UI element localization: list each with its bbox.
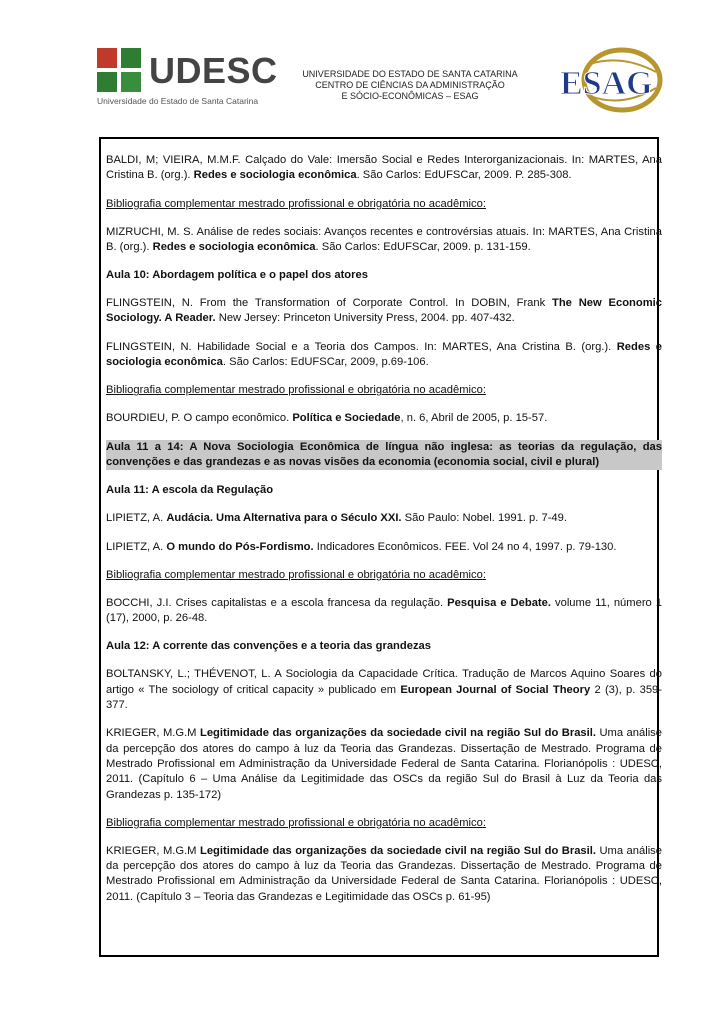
udesc-logo-subtitle: Universidade do Estado de Santa Catarina xyxy=(97,96,259,106)
bibliography-list xyxy=(106,153,662,918)
reference-lipietz-2: LIPIETZ, A. O mundo do Pós-Fordismo. Indicadores Econômicos. FEE. Vol 24 no 4, 1997. p. 79-130. xyxy=(106,540,617,553)
reference-bocchi: BOCCHI, J.I. Crises capitalistas e a escola francesa da regulação. Pesquisa e Debate. volume 11, número 1 (17), 2000, p. 26-48. xyxy=(106,596,663,625)
lesson-heading-10: Aula 10: Abordagem política e o papel dos atores xyxy=(106,269,368,282)
udesc-logo-text: UDESC xyxy=(149,50,278,91)
reference-krieger-2: KRIEGER, M.G.M Legitimidade das organizações da sociedade civil na região Sul do Brasil. Uma análise da percepção dos atores do campo à luz da Teoria das Grandezas. Dissertação de Mestrado. Programa de Mestrado Profissional em Administração da Universidade Federal de Santa Catarina. Florianópolis : UDESC, 2011. (Capítulo 3 – Teoria das Grandezas e Legitimidade das OSCs p. 61-95) xyxy=(106,844,662,903)
reference-flingstein-1: FLINGSTEIN, N. From the Transformation of Corporate Control. In DOBIN, Frank The New Economic Sociology. A Reader. New Jersey: Princeton University Press, 2004. pp. 407-432. xyxy=(106,297,662,325)
complementary-bibliography-note: Bibliografia complementar mestrado profissional e obrigatória no acadêmico: xyxy=(106,816,486,829)
udesc-logo xyxy=(97,44,278,108)
lesson-heading-11: Aula 11: A escola da Regulação xyxy=(106,484,274,497)
institution-line-2: CENTRO DE CIÊNCIAS DA ADMINISTRAÇÃO xyxy=(315,80,505,90)
bibliography-box xyxy=(99,137,663,957)
page-header xyxy=(0,0,728,130)
complementary-bibliography-note: Bibliografia complementar mestrado profissional e obrigatória no acadêmico: xyxy=(106,568,486,581)
reference-baldi: BALDI, M; VIEIRA, M.M.F. Calçado do Vale: Imersão Social e Redes Interorganizacionais. In: MARTES, Ana Cristina B. (org.). Redes e sociologia econômica. São Carlos: EdUFSCar, 2009. P. 285-308. xyxy=(106,154,662,182)
reference-boltansky: BOLTANSKY, L.; THÉVENOT, L. A Sociologia da Capacidade Crítica. Tradução de Marcos Aquino Soares do artigo « The sociology of critical capacity » publicado em European Journal of Social Theory 2 (3), p. 359-377. xyxy=(106,668,662,712)
reference-lipietz-1: LIPIETZ, A. Audácia. Uma Alternativa para o Século XXI. São Paulo: Nobel. 1991. p. 7-49. xyxy=(106,512,567,525)
reference-mizruchi: MIZRUCHI, M. S. Análise de redes sociais: Avanços recentes e controvérsias atuais. In: MARTES, Ana Cristina B. (org.). Redes e sociologia econômica. São Carlos: EdUFSCar, 2009. p. 131-159. xyxy=(106,225,662,253)
reference-krieger-1: KRIEGER, M.G.M Legitimidade das organizações da sociedade civil na região Sul do Brasil. Uma análise da percepção dos atores do campo à luz da Teoria das Grandezas. Dissertação de Mestrado. Programa de Mestrado Profissional em Administração da Universidade Federal de Santa Catarina. Florianópolis : UDESC, 2011. (Capítulo 6 – Uma Análise da Legitimidade das OSCs da região Sul do Brasil à Luz da Teoria das Grandezas p. 135-172) xyxy=(106,727,662,801)
complementary-bibliography-note: Bibliografia complementar mestrado profissional e obrigatória no acadêmico: xyxy=(106,384,486,397)
reference-flingstein-2: FLINGSTEIN, N. Habilidade Social e a Teoria dos Campos. In: MARTES, Ana Cristina B. (org.). Redes e sociologia econômica. São Carlos: EdUFSCar, 2009, p.69-106. xyxy=(106,340,662,369)
lesson-heading-11-14-highlighted: Aula 11 a 14: A Nova Sociologia Econômica de língua não inglesa: as teorias da regulação, das convenções e das grandezas e as novas visões da economia (economia social, civil e plural) xyxy=(106,440,662,471)
institution-line-1: UNIVERSIDADE DO ESTADO DE SANTA CATARINA xyxy=(302,69,518,79)
complementary-bibliography-note: Bibliografia complementar mestrado profissional e obrigatória no acadêmico: xyxy=(106,197,486,210)
institution-line-3: E SÓCIO-ECONÔMICAS – ESAG xyxy=(341,91,479,101)
esag-logo-text: ESAG xyxy=(560,65,653,102)
lesson-heading-12: Aula 12: A corrente das convenções e a teoria das grandezas xyxy=(106,640,431,653)
udesc-mark-icon xyxy=(97,48,143,92)
institution-name xyxy=(290,69,530,102)
esag-logo xyxy=(556,46,666,116)
reference-bourdieu: BOURDIEU, P. O campo econômico. Política e Sociedade, n. 6, Abril de 2005, p. 15-57. xyxy=(106,412,548,425)
